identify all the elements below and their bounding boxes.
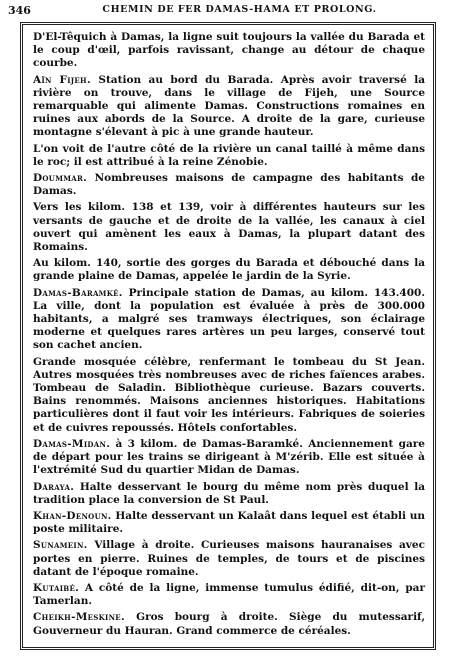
paragraph-text: Halte desservant un Kalaât dans lequel est établi un poste militaire. [33,509,425,536]
paragraph-text: L'on voit de l'autre côté de la rivière un canal taillé à même dans le roc; il est attribué à la reine Zénobie. [33,142,425,168]
paragraph-lead: Aïn Fijeh. [33,73,91,86]
paragraph [33,201,425,254]
paragraph [33,611,425,637]
paragraph-lead: Daraya. [33,480,75,493]
paragraph-lead: Khan-Denoun. [33,509,112,522]
paragraph-lead: Cheikh-Meskine. [33,611,125,624]
paragraph-text: Village à droite. Curieuses maisons hauranaises avec portes en pierre. Ruines de temples, de tours et de piscines datant de l'époque romaine. [33,539,425,578]
page-frame [20,22,436,650]
paragraph [33,539,425,579]
paragraph-text: Station au bord du Barada. Après avoir traversé la rivière on trouve, dans le village de Fijeh, une Source remarquable qui alimente Damas. Constructions romaines en ruines aux abords de la Source. A droite de la gare, curieuse montagne s'élevant à pic à une grande hauteur. [33,73,426,139]
paragraph [33,172,425,198]
paragraph [33,481,425,507]
paragraph-text: Halte desservant le bourg du même nom près duquel la tradition place la conversion de St Paul. [33,480,425,506]
paragraph [33,287,425,353]
paragraph-lead: Kutaibé. [33,581,80,594]
paragraph [33,356,425,435]
paragraph-text: Au kilom. 140, sortie des gorges du Barada et débouché dans la grande plaine de Damas, appelée le jardin de la Syrie. [33,257,425,283]
paragraph-text: Vers les kilom. 138 et 139, voir à différentes hauteurs sur les versants de gauche et de droite de la vallée, les canaux à ciel ouvert qui amènent les eaux à Damas, la plupart datant des Romains. [33,201,425,254]
paragraph-text: Grande mosquée célèbre, renfermant le tombeau du St Jean. Autres mosquées très nombreuses avec de riches faïences arabes. Tombeau de Saladin. Bibliothèque curieuse. Bazars couverts. Bains renommés. Maisons anciennes historiques. Habitations particulières dont il faut voir les intérieurs. Fabriques de soieries et de cuivres repoussés. Hôtels confortables. [33,355,425,434]
paragraph [33,74,425,140]
paragraph-lead: Sunamein. [33,539,88,552]
paragraph-text: A côté de la ligne, immense tumulus édifié, dit-on, par Tamerlan. [33,581,425,608]
paragraph [33,510,425,536]
paragraph-text: à 3 kilom. de Damas-Baramké. Anciennement gare de départ pour les trains se dirigeant à M'zérib. Elle est située à l'extrémité Sud du quartier Midan de Damas. [33,437,425,477]
paragraph-lead: Doummar. [33,172,88,185]
paragraph [33,257,425,283]
paragraph-text: Gros bourg à droite. Siège du mutessarif, Gouverneur du Hauran. Grand commerce de céréales. [33,611,425,637]
running-head: CHEMIN DE FER DAMAS-HAMA ET PROLONG. [102,4,377,15]
paragraph [33,582,425,608]
paragraph-text: Nombreuses maisons de campagne des habitants de Damas. [33,172,425,198]
paragraph-text: Principale station de Damas, au kilom. 143.400. La ville, dont la population est évaluée à près de 300.000 habitants, a malgré ses tramways électriques, son éclairage moderne et quelques rares artères un peu larges, conservé tout son cachet ancien. [33,286,425,352]
paragraph [33,438,425,478]
page-number: 346 [8,4,31,17]
paragraph-lead: Damas-Midan. [33,437,111,450]
page-content [33,31,425,641]
paragraph-lead: Damas-Baramké. [33,286,123,299]
paragraph-text: D'El-Têquich à Damas, la ligne suit toujours la vallée du Barada et le coup d'œil, parfois ravissant, change au détour de chaque courbe. [33,31,425,70]
paragraph [33,31,425,71]
paragraph [33,143,425,169]
